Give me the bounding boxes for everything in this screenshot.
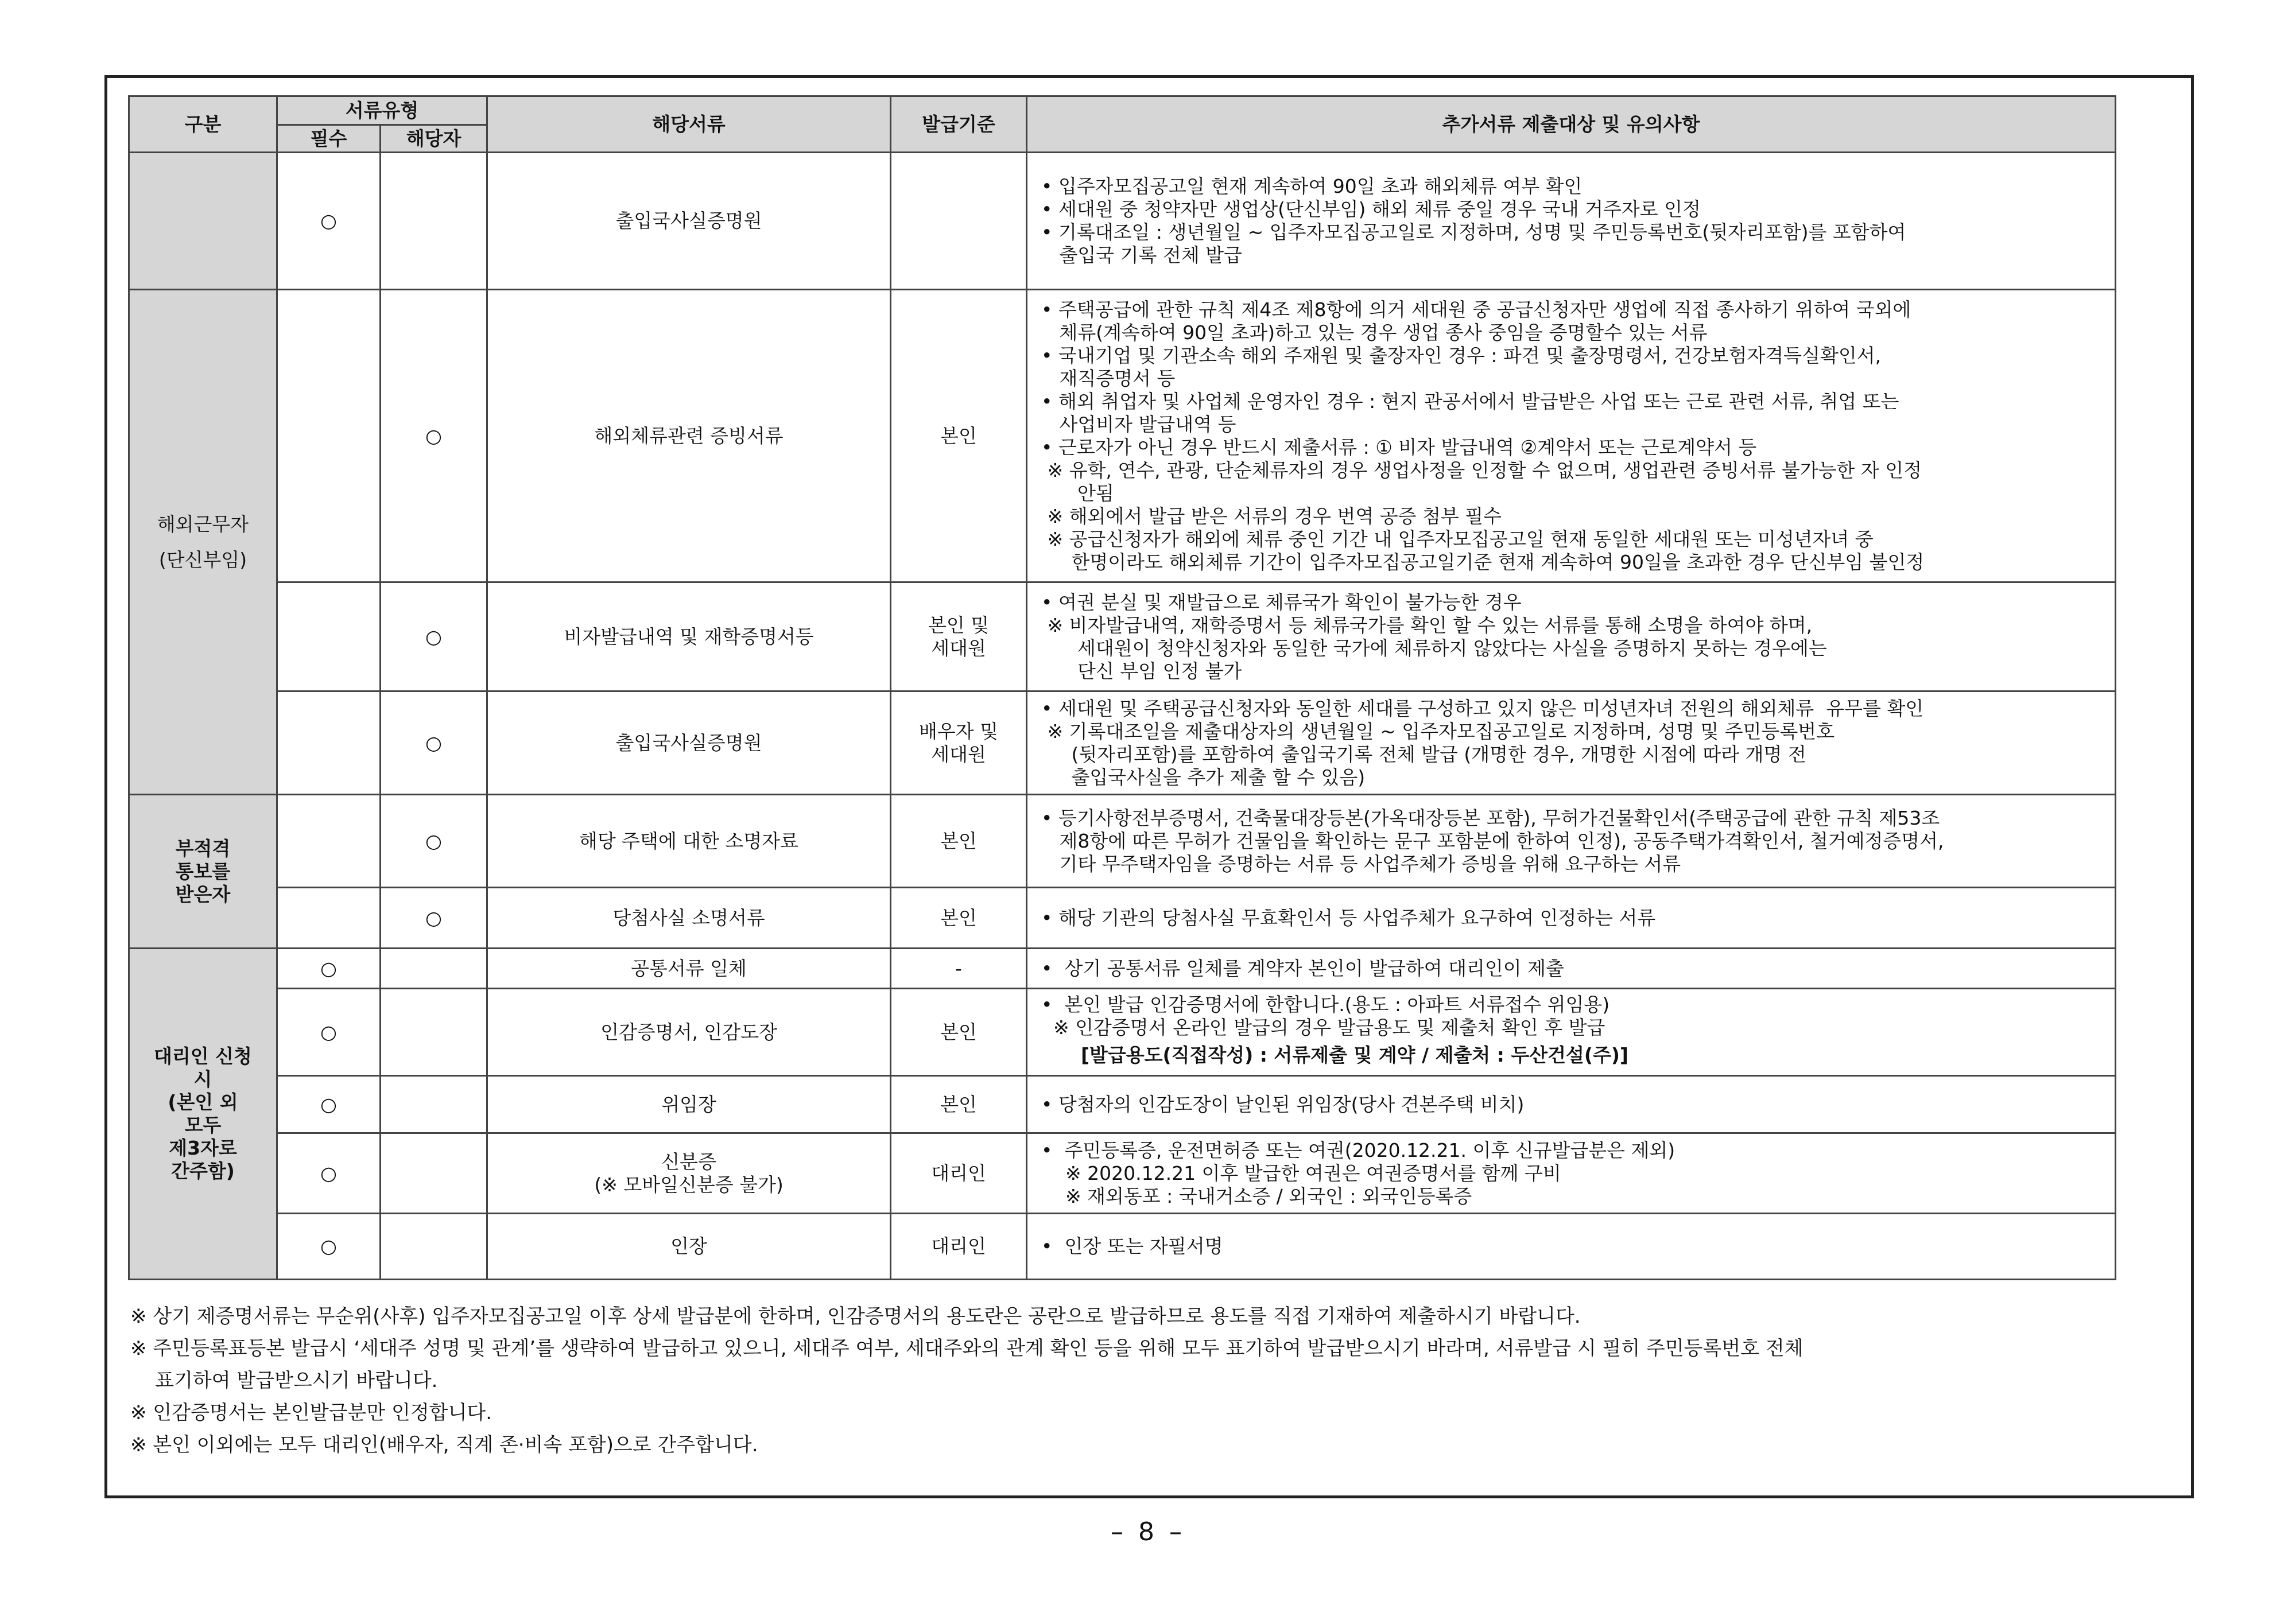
note-line: ※ 해외에서 발급 받은 서류의 경우 번역 공증 첨부 필수 [1041,504,1502,527]
header-row [129,96,2116,125]
applicable-mark: ○ [381,290,487,582]
issuer-line: 배우자 및 [919,720,999,743]
note-line: ※ 2020.12.21 이후 발급한 여권은 여권증명서를 함께 구비 [1041,1161,1561,1184]
table-row [129,691,2116,795]
footnotes [130,1300,2168,1461]
required-mark: ○ [277,1214,381,1280]
note-line: (뒷자리포함)를 포함하여 출입국기록 전체 발급 (개명한 경우, 개명한 시점에 따라 개명 전 [1041,743,1806,766]
document-name: 위임장 [487,1076,891,1133]
notes-cell [1027,795,2116,888]
header-notes: 추가서류 제출대상 및 유의사항 [1027,96,2116,153]
note-line: 제8항에 따른 무허가 건물임을 확인하는 문구 포함분에 한하여 인정), 공동주택가격확인서, 철거예정증명서, [1041,829,1944,852]
required-mark: ○ [277,1133,381,1214]
note-line: • 주택공급에 관한 규칙 제4조 제8항에 의거 세대원 중 공급신청자만 생업에 직접 종사하기 위하여 국외에 [1041,298,1911,321]
applicable-mark: ○ [381,582,487,691]
required-documents-table [128,95,2116,1280]
notes-cell [1027,153,2116,290]
issuer: - [891,949,1027,989]
notes-cell [1027,691,2116,795]
category-label: (본인 외 [168,1091,238,1113]
required-mark: ○ [277,949,381,989]
category-label: 통보를 [175,860,231,883]
footnote: ※ 주민등록표등본 발급시 ‘세대주 성명 및 관계’를 생략하여 발급하고 있으니, 세대주 여부, 세대주와의 관계 확인 등을 위해 모두 표기하여 발급받으시기 바라며, 서류발급 시 필히 주민등록번호 전체 [130,1337,1804,1360]
notes-cell [1027,290,2116,582]
issuer [891,153,1027,290]
header-category: 구분 [129,96,277,153]
applicable-mark [381,1133,487,1214]
note-line: • 국내기업 및 기관소속 해외 주재원 및 출장자인 경우 : 파견 및 출장명령서, 건강보험자격득실확인서, [1041,344,1882,367]
header-doc-type: 서류유형 [277,96,487,125]
note-line: • 당첨자의 인감도장이 날인된 위임장(당사 견본주택 비치) [1041,1093,1525,1116]
note-line: [발급용도(직접작성) : 서류제출 및 계약 / 제출처 : 두산건설(주)] [1041,1043,1628,1066]
document-line: 신분증 [661,1150,716,1173]
category-overseas [129,290,277,795]
note-line: 기타 무주택자임을 증명하는 서류 등 사업주체가 증빙을 위해 요구하는 서류 [1041,852,1681,875]
note-line: • 본인 발급 인감증명서에 한합니다.(용도 : 아파트 서류접수 위임용) [1041,993,1610,1016]
table-row [129,153,2116,290]
note-line: ※ 비자발급내역, 재학증명서 등 체류국가를 확인 할 수 있는 서류를 통해 소명을 하여야 하며, [1041,613,1813,636]
footnote: ※ 인감증명서는 본인발급분만 인정합니다. [130,1401,492,1424]
applicable-mark: ○ [381,795,487,888]
category-label: 대리인 신청 [154,1045,252,1067]
note-line: ※ 유학, 연수, 관광, 단순체류자의 경우 생업사정을 인정할 수 없으며, 생업관련 증빙서류 불가능한 자 인정 [1041,459,1922,481]
issuer: 본인 [891,888,1027,949]
footnote: ※ 본인 이외에는 모두 대리인(배우자, 직계 존·비속 포함)으로 간주합니다. [130,1433,758,1456]
header-required: 필수 [277,125,381,153]
note-line: • 해당 기관의 당첨사실 무효확인서 등 사업주체가 요구하여 인정하는 서류 [1041,906,1656,929]
note-line: • 입주자모집공고일 현재 계속하여 90일 초과 해외체류 여부 확인 [1041,175,1583,197]
issuer [891,582,1027,691]
document-name [487,1133,891,1214]
category-label: (단신부임) [158,548,247,571]
note-line: • 기록대조일 : 생년월일 ~ 입주자모집공고일로 지정하며, 성명 및 주민등록번호(뒷자리포함)를 포함하여 [1041,221,1906,243]
note-line: • 여권 분실 및 재발급으로 체류국가 확인이 불가능한 경우 [1041,590,1522,613]
applicable-mark: ○ [381,888,487,949]
note-line: • 등기사항전부증명서, 건축물대장등본(가옥대장등본 포함), 무허가건물확인서(주택공급에 관한 규칙 제53조 [1041,806,1940,829]
document-name: 공통서류 일체 [487,949,891,989]
table-row [129,290,2116,582]
issuer: 본인 [891,1076,1027,1133]
issuer-line: 본인 및 [928,613,990,636]
category-proxy [129,949,277,1280]
note-line: • 상기 공통서류 일체를 계약자 본인이 발급하여 대리인이 제출 [1041,957,1564,980]
note-line: ※ 기록대조일을 제출대상자의 생년월일 ~ 입주자모집공고일로 지정하며, 성명 및 주민등록번호 [1041,720,1835,743]
required-mark [277,888,381,949]
footnote: 표기하여 발급받으시기 바랍니다. [130,1369,438,1392]
notes-cell [1027,582,2116,691]
document-name: 해당 주택에 대한 소명자료 [487,795,891,888]
category-label: 제3자로 [169,1137,237,1159]
required-mark: ○ [277,989,381,1076]
required-mark: ○ [277,153,381,290]
notes-cell [1027,888,2116,949]
required-mark: ○ [277,1076,381,1133]
category-label: 부적격 [175,837,231,860]
note-line: ※ 재외동포 : 국내거소증 / 외국인 : 외국인등록증 [1041,1184,1472,1207]
document-name: 당첨사실 소명서류 [487,888,891,949]
applicable-mark [381,949,487,989]
required-mark [277,795,381,888]
issuer: 본인 [891,290,1027,582]
document-name: 인장 [487,1214,891,1280]
notes-cell [1027,1133,2116,1214]
issuer: 대리인 [891,1133,1027,1214]
note-line: 재직증명서 등 [1041,367,1176,390]
note-line: 한명이라도 해외체류 기간이 입주자모집공고일기준 현재 계속하여 90일을 초과한 경우 단신부임 불인정 [1041,550,1925,573]
category-unfit [129,795,277,949]
notes-cell [1027,1214,2116,1280]
note-line: 사업비자 발급내역 등 [1041,413,1236,436]
category-label: 해외근무자 [157,512,249,535]
notes-cell [1027,1076,2116,1133]
table-row [129,888,2116,949]
note-line: 안됨 [1041,481,1114,504]
notes-cell [1027,949,2116,989]
note-line: ※ 공급신청자가 해외에 체류 중인 기간 내 입주자모집공고일 현재 동일한 세대원 또는 미성년자녀 중 [1041,527,1874,550]
header-applicable: 해당자 [381,125,487,153]
category-label: 받은자 [175,883,231,906]
category-cell-blank [129,153,277,290]
issuer: 대리인 [891,1214,1027,1280]
table-row [129,1133,2116,1214]
note-line: • 해외 취업자 및 사업체 운영자인 경우 : 현지 관공서에서 발급받은 사업 또는 근로 관련 서류, 취업 또는 [1041,390,1899,413]
notes-cell [1027,989,2116,1076]
category-label: 모두 [184,1114,222,1136]
document-name: 비자발급내역 및 재학증명서등 [487,582,891,691]
table-row [129,989,2116,1076]
note-line: 세대원이 청약신청자와 동일한 국가에 체류하지 않았다는 사실을 증명하지 못하는 경우에는 [1041,636,1827,659]
table-row [129,949,2116,989]
note-line: • 세대원 및 주택공급신청자와 동일한 세대를 구성하고 있지 않은 미성년자녀 전원의 해외체류 유무를 확인 [1041,697,1924,720]
table-row [129,795,2116,888]
applicable-mark [381,1076,487,1133]
table-row [129,1214,2116,1280]
header-document: 해당서류 [487,96,891,153]
table-row [129,1076,2116,1133]
issuer: 본인 [891,795,1027,888]
required-mark [277,290,381,582]
issuer [891,691,1027,795]
footnote: ※ 상기 제증명서류는 무순위(사후) 입주자모집공고일 이후 상세 발급분에 한하며, 인감증명서의 용도란은 공란으로 발급하므로 용도를 직접 기재하여 제출하시기 바랍니다. [130,1305,1581,1328]
note-line: 단신 부임 인정 불가 [1041,659,1242,682]
category-label: 간주함) [171,1160,235,1182]
table-row [129,582,2116,691]
page-frame [104,75,2194,1498]
note-line: 출입국사실을 추가 제출 할 수 있음) [1041,766,1366,788]
note-line: • 인장 또는 자필서명 [1041,1235,1223,1257]
issuer: 본인 [891,989,1027,1076]
note-line: • 근로자가 아닌 경우 반드시 제출서류 : ① 비자 발급내역 ②계약서 또는 근로계약서 등 [1041,436,1757,459]
note-line: 체류(계속하여 90일 초과)하고 있는 경우 생업 종사 중임을 증명할수 있는 서류 [1041,321,1708,344]
document-name: 해외체류관련 증빙서류 [487,290,891,582]
note-line: • 주민등록증, 운전면허증 또는 여권(2020.12.21. 이후 신규발급분은 제외) [1041,1139,1676,1161]
document-line: (※ 모바일신분증 불가) [594,1173,784,1196]
note-line: • 세대원 중 청약자만 생업상(단신부임) 해외 체류 중일 경우 국내 거주자로 인정 [1041,198,1701,220]
page-number: – 8 – [1111,1517,1185,1547]
applicable-mark [381,989,487,1076]
header-issuer: 발급기준 [891,96,1027,153]
required-mark [277,582,381,691]
document-name: 출입국사실증명원 [487,691,891,795]
applicable-mark [381,153,487,290]
category-label: 시 [193,1068,212,1090]
issuer-line: 세대원 [931,743,986,766]
required-mark [277,691,381,795]
document-name: 출입국사실증명원 [487,153,891,290]
applicable-mark: ○ [381,691,487,795]
issuer-line: 세대원 [931,636,986,659]
note-line: ※ 인감증명서 온라인 발급의 경우 발급용도 및 제출처 확인 후 발급 [1041,1016,1605,1039]
applicable-mark [381,1214,487,1280]
document-name: 인감증명서, 인감도장 [487,989,891,1076]
note-line: 출입국 기록 전체 발급 [1041,244,1242,266]
